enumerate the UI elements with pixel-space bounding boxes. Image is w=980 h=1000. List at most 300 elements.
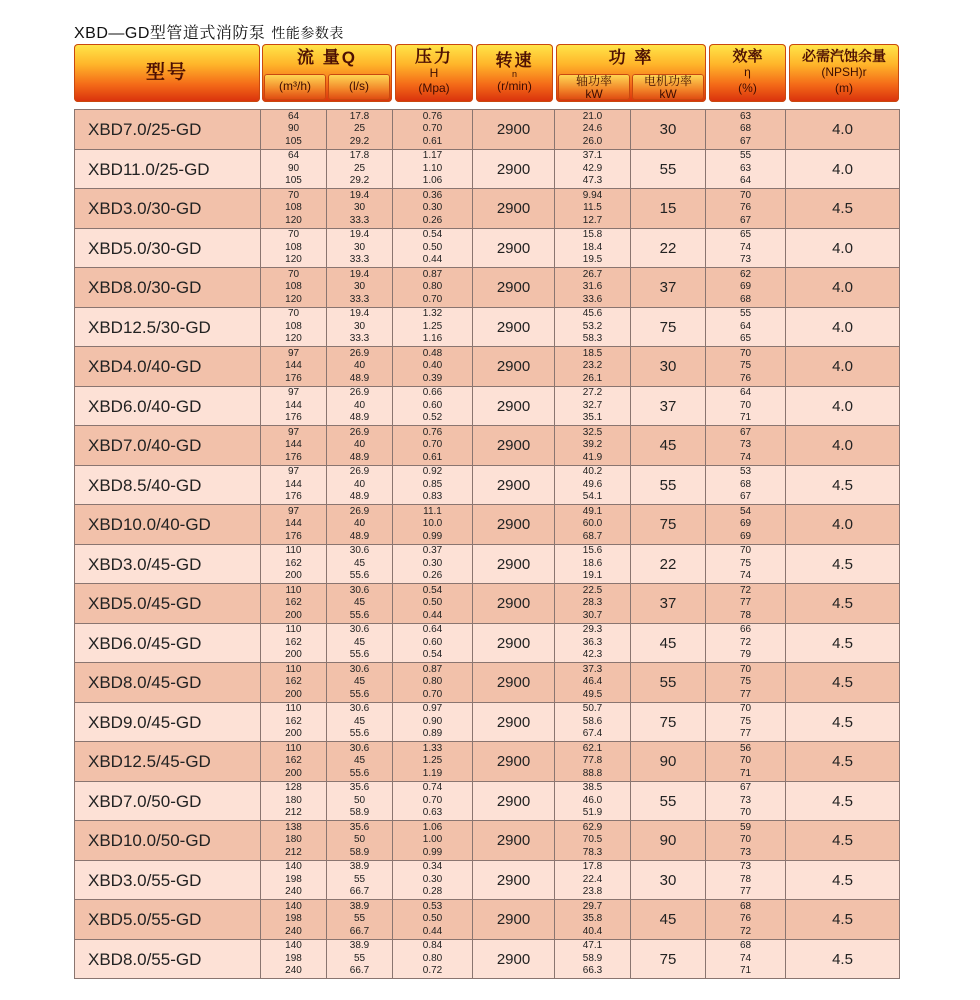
q_ls-cell [326, 505, 392, 544]
h-value: 0.30 [422, 557, 443, 569]
shaft-value: 17.8 [582, 861, 603, 872]
model-cell: XBD8.0/55-GD [74, 940, 260, 979]
eff-value: 67 [739, 426, 752, 438]
header-speed-unit: (r/min) [497, 79, 532, 93]
npsh-cell: 4.5 [785, 782, 899, 821]
q_m3h-value: 108 [285, 241, 302, 253]
shaft-cell [554, 584, 630, 623]
q_ls-cell [326, 940, 392, 979]
h-value: 0.70 [422, 293, 443, 305]
eff-value: 71 [739, 965, 752, 976]
h-value: 0.84 [422, 940, 443, 951]
model-cell: XBD8.0/30-GD [74, 268, 260, 307]
shaft-value: 78.3 [582, 846, 603, 858]
q_ls-value: 17.8 [349, 110, 370, 122]
q_m3h-cell [260, 268, 326, 307]
npsh-cell: 4.0 [785, 426, 899, 465]
shaft-value: 24.6 [582, 123, 603, 134]
q_m3h-cell [260, 545, 326, 584]
q_m3h-cell [260, 229, 326, 268]
q_m3h-cell [260, 900, 326, 939]
q_m3h-value: 120 [285, 333, 302, 344]
n-cell: 2900 [472, 940, 554, 979]
shaft-value: 67.4 [582, 728, 603, 739]
h-value: 0.37 [422, 545, 443, 556]
h-cell [392, 347, 472, 386]
motor-cell: 75 [630, 940, 705, 979]
q_m3h-value: 110 [285, 703, 302, 714]
q_ls-cell [326, 663, 392, 702]
q_m3h-value: 162 [285, 597, 302, 608]
table-row [74, 268, 899, 308]
eff-cell [705, 940, 785, 979]
eff-value: 74 [739, 451, 752, 463]
q_ls-value: 30 [353, 320, 366, 332]
h-value: 1.10 [422, 162, 443, 174]
eff-cell [705, 347, 785, 386]
eff-value: 78 [739, 873, 752, 885]
q_ls-value: 38.9 [349, 940, 370, 951]
q_ls-value: 45 [353, 755, 366, 766]
h-cell [392, 505, 472, 544]
q_m3h-value: 105 [285, 135, 302, 147]
model-cell: XBD5.0/55-GD [74, 900, 260, 939]
table-row [74, 150, 899, 190]
eff-cell [705, 150, 785, 189]
shaft-cell [554, 742, 630, 781]
model-cell: XBD10.0/50-GD [74, 821, 260, 860]
n-cell: 2900 [472, 466, 554, 505]
q_m3h-value: 120 [285, 254, 302, 265]
h-value: 0.64 [422, 624, 443, 635]
q_m3h-value: 70 [287, 308, 300, 319]
q_ls-cell [326, 861, 392, 900]
shaft-value: 60.0 [582, 518, 603, 529]
title-sub: 性能参数表 [271, 25, 344, 41]
h-value: 0.50 [422, 597, 443, 608]
model-cell: XBD4.0/40-GD [74, 347, 260, 386]
npsh-cell: 4.0 [785, 110, 899, 149]
shaft-value: 58.9 [582, 952, 603, 964]
q_m3h-value: 212 [285, 807, 302, 818]
header-speed-label: 转速 [495, 51, 534, 70]
q_ls-value: 45 [353, 597, 366, 608]
shaft-cell [554, 900, 630, 939]
h-value: 0.70 [422, 439, 443, 450]
q_ls-value: 29.2 [349, 175, 370, 186]
eff-value: 77 [739, 728, 752, 739]
header-model [74, 44, 260, 102]
eff-value: 64 [739, 387, 752, 398]
model-cell: XBD6.0/45-GD [74, 624, 260, 663]
npsh-cell: 4.5 [785, 545, 899, 584]
eff-value: 55 [739, 308, 752, 319]
eff-value: 75 [739, 360, 752, 371]
motor-cell: 75 [630, 703, 705, 742]
q_ls-value: 50 [353, 794, 366, 806]
h-cell [392, 940, 472, 979]
eff-value: 67 [739, 214, 752, 226]
eff-cell [705, 229, 785, 268]
eff-value: 68 [739, 478, 752, 490]
q_m3h-value: 90 [287, 162, 300, 174]
eff-cell [705, 782, 785, 821]
q_ls-cell [326, 624, 392, 663]
h-value: 0.70 [422, 123, 443, 134]
h-value: 11.1 [423, 505, 442, 517]
header-flow-m3h [264, 74, 326, 100]
n-cell: 2900 [472, 584, 554, 623]
header-speed [476, 44, 553, 102]
h-value: 0.60 [422, 399, 443, 411]
h-value: 1.33 [422, 742, 443, 754]
shaft-value: 18.6 [582, 557, 603, 569]
header-flow-m3h-label: (m³/h) [279, 79, 311, 93]
q_m3h-value: 97 [287, 347, 300, 359]
header-npsh-sym: (NPSH)r [821, 65, 867, 79]
shaft-value: 19.5 [582, 254, 603, 265]
table-row [74, 426, 899, 466]
header-pressure-sym: H [429, 66, 439, 80]
h-value: 1.17 [422, 150, 443, 161]
table-row [74, 861, 899, 901]
shaft-value: 49.5 [582, 688, 603, 700]
q_ls-cell [326, 268, 392, 307]
npsh-cell: 4.5 [785, 861, 899, 900]
eff-value: 70 [739, 189, 752, 201]
eff-value: 71 [739, 767, 752, 779]
h-value: 1.19 [422, 767, 443, 779]
npsh-cell: 4.5 [785, 624, 899, 663]
shaft-cell [554, 940, 630, 979]
q_ls-value: 25 [353, 123, 366, 134]
q_ls-cell [326, 900, 392, 939]
eff-value: 70 [739, 347, 752, 359]
q_ls-value: 19.4 [349, 268, 370, 280]
shaft-value: 54.1 [582, 491, 603, 502]
eff-value: 74 [739, 570, 752, 581]
n-cell: 2900 [472, 663, 554, 702]
shaft-value: 62.9 [582, 821, 603, 833]
h-cell [392, 387, 472, 426]
h-value: 1.25 [422, 320, 443, 332]
shaft-value: 21.0 [582, 110, 603, 122]
q_ls-value: 40 [353, 360, 366, 371]
eff-value: 74 [739, 952, 752, 964]
q_m3h-value: 108 [285, 320, 302, 332]
eff-value: 63 [739, 162, 752, 174]
shaft-value: 40.2 [582, 466, 603, 477]
q_m3h-value: 200 [285, 728, 302, 739]
eff-value: 68 [739, 293, 752, 305]
q_ls-cell [326, 782, 392, 821]
motor-cell: 37 [630, 387, 705, 426]
q_ls-value: 33.3 [349, 333, 370, 344]
table-row [74, 940, 899, 980]
q_m3h-value: 162 [285, 715, 302, 727]
model-cell: XBD8.5/40-GD [74, 466, 260, 505]
header-pressure-unit: (Mpa) [418, 81, 450, 95]
n-cell: 2900 [472, 268, 554, 307]
h-value: 10.0 [422, 518, 443, 529]
eff-value: 70 [739, 663, 752, 675]
header-motor-power-unit: kW [659, 87, 677, 101]
shaft-value: 15.8 [582, 229, 603, 240]
shaft-cell [554, 347, 630, 386]
motor-cell: 90 [630, 742, 705, 781]
shaft-value: 46.0 [582, 794, 603, 806]
h-value: 0.40 [422, 360, 443, 371]
npsh-cell: 4.0 [785, 308, 899, 347]
header-pressure [395, 44, 473, 102]
shaft-value: 53.2 [582, 320, 603, 332]
shaft-value: 28.3 [582, 597, 603, 608]
motor-cell: 22 [630, 229, 705, 268]
q_ls-cell [326, 703, 392, 742]
shaft-value: 62.1 [582, 742, 603, 754]
q_m3h-value: 200 [285, 570, 302, 581]
eff-cell [705, 900, 785, 939]
npsh-cell: 4.5 [785, 584, 899, 623]
motor-cell: 75 [630, 308, 705, 347]
model-cell: XBD5.0/30-GD [74, 229, 260, 268]
model-cell: XBD7.0/40-GD [74, 426, 260, 465]
q_ls-cell [326, 347, 392, 386]
motor-cell: 55 [630, 466, 705, 505]
q_ls-cell [326, 742, 392, 781]
h-value: 0.87 [422, 663, 443, 675]
page-title [74, 20, 344, 43]
q_m3h-value: 140 [285, 861, 302, 872]
q_m3h-value: 110 [285, 545, 302, 556]
eff-value: 55 [739, 150, 752, 161]
q_m3h-cell [260, 505, 326, 544]
h-value: 0.90 [422, 715, 443, 727]
shaft-value: 70.5 [582, 834, 603, 845]
q_ls-value: 33.3 [349, 254, 370, 265]
q_ls-value: 30.6 [349, 584, 370, 596]
shaft-value: 15.6 [582, 545, 603, 556]
q_m3h-value: 110 [285, 584, 302, 596]
model-cell: XBD8.0/45-GD [74, 663, 260, 702]
h-cell [392, 545, 472, 584]
q_m3h-cell [260, 584, 326, 623]
q_m3h-value: 176 [285, 491, 302, 502]
h-value: 0.60 [422, 636, 443, 648]
shaft-value: 9.94 [582, 189, 603, 201]
q_ls-value: 26.9 [349, 466, 370, 477]
shaft-cell [554, 624, 630, 663]
shaft-value: 22.4 [582, 873, 603, 885]
shaft-value: 58.6 [582, 715, 603, 727]
q_m3h-value: 110 [285, 742, 302, 754]
header-efficiency-label: 效率 [732, 48, 763, 65]
h-value: 0.87 [422, 268, 443, 280]
model-cell: XBD5.0/45-GD [74, 584, 260, 623]
shaft-value: 29.7 [582, 900, 603, 912]
shaft-value: 77.8 [582, 755, 603, 766]
eff-value: 69 [739, 281, 752, 292]
eff-cell [705, 821, 785, 860]
q_ls-cell [326, 821, 392, 860]
header-power [556, 44, 706, 102]
h-value: 0.50 [422, 913, 443, 924]
h-value: 0.97 [422, 703, 443, 714]
q_m3h-value: 90 [287, 123, 300, 134]
eff-value: 72 [739, 636, 752, 648]
table-row [74, 821, 899, 861]
npsh-cell: 4.0 [785, 347, 899, 386]
shaft-value: 18.5 [582, 347, 603, 359]
eff-value: 77 [739, 597, 752, 608]
table-row [74, 782, 899, 822]
table-row [74, 900, 899, 940]
header-npsh-label: 必需汽蚀余量 [802, 48, 886, 64]
shaft-value: 49.1 [582, 505, 603, 517]
h-cell [392, 663, 472, 702]
motor-cell: 37 [630, 268, 705, 307]
eff-value: 68 [739, 900, 752, 912]
shaft-cell [554, 308, 630, 347]
motor-cell: 37 [630, 584, 705, 623]
eff-value: 73 [739, 439, 752, 450]
n-cell: 2900 [472, 821, 554, 860]
shaft-value: 11.5 [583, 202, 602, 213]
h-value: 0.53 [422, 900, 443, 912]
eff-value: 73 [739, 846, 752, 858]
header-shaft-power-label: 轴功率 [575, 74, 612, 88]
shaft-value: 51.9 [582, 807, 603, 818]
shaft-value: 47.1 [582, 940, 603, 951]
q_ls-value: 40 [353, 518, 366, 529]
q_m3h-cell [260, 308, 326, 347]
motor-cell: 15 [630, 189, 705, 228]
eff-cell [705, 624, 785, 663]
h-cell [392, 584, 472, 623]
q_ls-value: 38.9 [349, 900, 370, 912]
q_ls-value: 26.9 [349, 426, 370, 438]
q_m3h-value: 70 [287, 189, 300, 201]
h-value: 0.89 [422, 728, 443, 739]
eff-value: 54 [739, 505, 752, 517]
q_ls-value: 66.7 [349, 925, 370, 937]
q_m3h-value: 240 [285, 965, 302, 976]
q_m3h-cell [260, 110, 326, 149]
shaft-value: 27.2 [582, 387, 603, 398]
h-value: 0.44 [422, 609, 443, 621]
header-flow-ls-label: (l/s) [349, 79, 369, 93]
q_ls-value: 48.9 [349, 412, 370, 423]
h-value: 0.54 [422, 649, 443, 660]
model-cell: XBD9.0/45-GD [74, 703, 260, 742]
h-cell [392, 189, 472, 228]
npsh-cell: 4.0 [785, 387, 899, 426]
q_m3h-value: 120 [285, 293, 302, 305]
motor-cell: 55 [630, 663, 705, 702]
motor-cell: 75 [630, 505, 705, 544]
header-flow-label: 流 量Q [297, 48, 357, 67]
q_m3h-cell [260, 189, 326, 228]
shaft-cell [554, 861, 630, 900]
n-cell: 2900 [472, 110, 554, 149]
q_m3h-value: 200 [285, 609, 302, 621]
header-power-label: 功 率 [608, 48, 654, 67]
q_m3h-cell [260, 940, 326, 979]
eff-value: 70 [739, 545, 752, 556]
q_ls-value: 30.6 [349, 703, 370, 714]
q_ls-value: 58.9 [349, 807, 370, 818]
eff-value: 70 [739, 807, 752, 818]
q_m3h-value: 97 [287, 387, 300, 398]
h-cell [392, 229, 472, 268]
shaft-cell [554, 505, 630, 544]
eff-cell [705, 308, 785, 347]
shaft-value: 41.9 [582, 451, 603, 463]
shaft-value: 38.5 [582, 782, 603, 793]
q_m3h-value: 97 [287, 426, 300, 438]
q_m3h-value: 162 [285, 676, 302, 687]
eff-value: 67 [739, 782, 752, 793]
model-cell: XBD3.0/30-GD [74, 189, 260, 228]
motor-cell: 55 [630, 150, 705, 189]
header-efficiency-unit: (%) [738, 81, 757, 95]
q_m3h-value: 162 [285, 636, 302, 648]
q_ls-value: 30.6 [349, 663, 370, 675]
q_m3h-value: 64 [287, 150, 300, 161]
q_ls-cell [326, 545, 392, 584]
eff-cell [705, 663, 785, 702]
table-row [74, 189, 899, 229]
h-value: 0.70 [422, 688, 443, 700]
q_m3h-value: 97 [287, 466, 300, 477]
q_ls-value: 26.9 [349, 505, 370, 517]
q_m3h-value: 138 [285, 821, 302, 833]
q_ls-value: 55.6 [349, 728, 370, 739]
npsh-cell: 4.0 [785, 150, 899, 189]
q_ls-value: 35.6 [349, 782, 370, 793]
h-value: 0.36 [422, 189, 443, 201]
npsh-cell: 4.0 [785, 268, 899, 307]
h-value: 0.48 [422, 347, 443, 359]
q_m3h-cell [260, 782, 326, 821]
h-value: 0.44 [422, 254, 443, 265]
q_ls-value: 33.3 [349, 214, 370, 226]
npsh-cell: 4.5 [785, 663, 899, 702]
q_ls-value: 40 [353, 478, 366, 490]
table-row [74, 229, 899, 269]
npsh-cell: 4.5 [785, 742, 899, 781]
h-value: 0.52 [422, 412, 443, 423]
q_m3h-value: 198 [285, 873, 302, 885]
npsh-cell: 4.0 [785, 505, 899, 544]
n-cell: 2900 [472, 426, 554, 465]
q_ls-value: 17.8 [349, 150, 370, 161]
h-value: 0.44 [422, 925, 443, 937]
q_m3h-value: 128 [285, 782, 302, 793]
model-cell: XBD10.0/40-GD [74, 505, 260, 544]
q_ls-cell [326, 189, 392, 228]
q_m3h-value: 105 [285, 175, 302, 186]
q_ls-value: 48.9 [349, 530, 370, 542]
q_ls-value: 30.6 [349, 624, 370, 635]
h-cell [392, 150, 472, 189]
q_ls-value: 45 [353, 636, 366, 648]
eff-value: 68 [739, 940, 752, 951]
shaft-value: 32.7 [582, 399, 603, 411]
q_m3h-value: 176 [285, 451, 302, 463]
header-flow [262, 44, 392, 102]
eff-value: 59 [739, 821, 752, 833]
